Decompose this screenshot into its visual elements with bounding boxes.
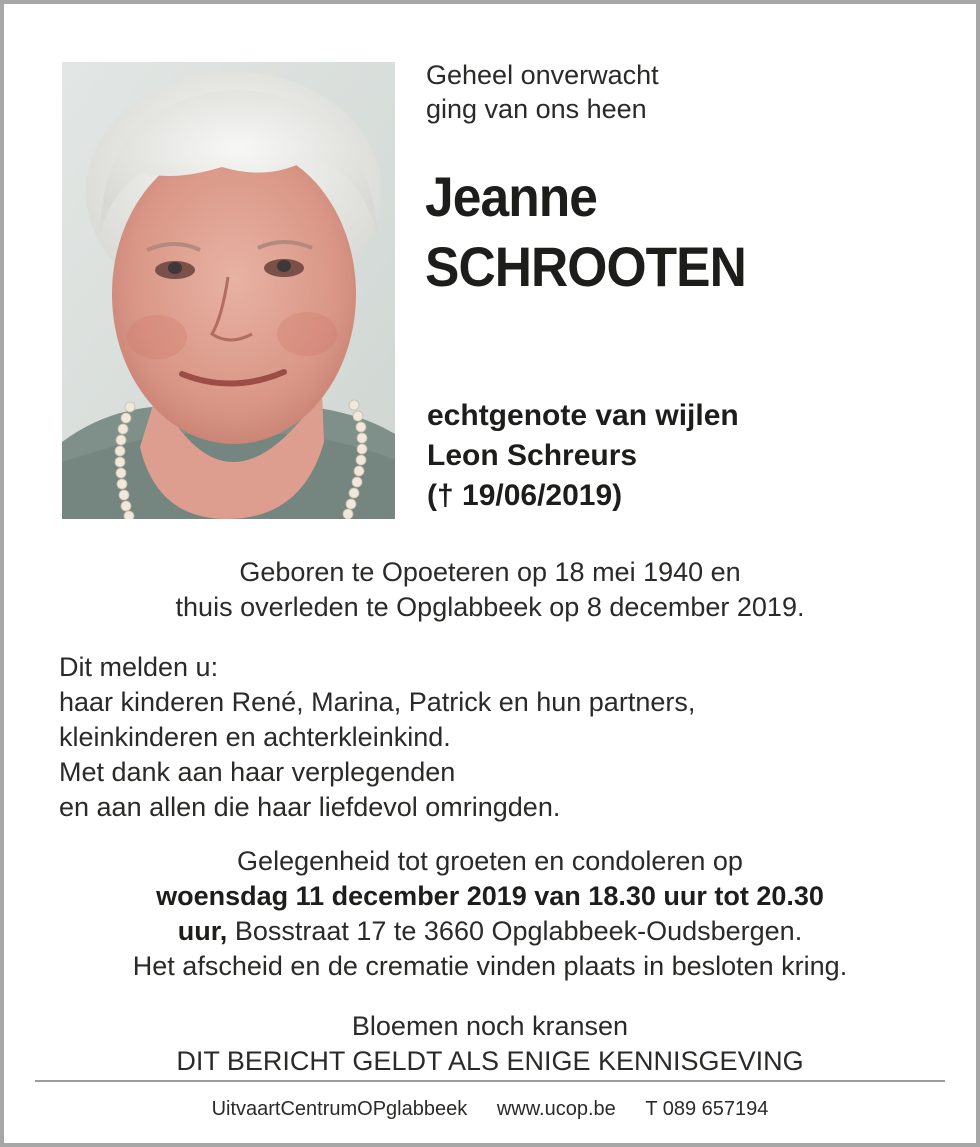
no-flowers-line: Bloemen noch kransen [351, 1011, 629, 1041]
condolences-line-3 [4, 914, 976, 949]
deceased-name [425, 162, 746, 302]
footer-website[interactable]: www.ucop.be [496, 1098, 616, 1120]
condolences-line-1: Gelegenheid tot groeten en condoleren op [237, 846, 743, 876]
notice-line: DIT BERICHT GELDT ALS ENIGE KENNISGEVING [176, 1046, 804, 1076]
death-line: thuis overleden te Opglabbeek op 8 december 2019. [175, 592, 805, 622]
condolences-time-end: uur, [177, 916, 228, 946]
announcers-line-2: haar kinderen René, Marina, Patrick en hun partners, [59, 687, 696, 717]
spouse-line-2: Leon Schreurs [427, 439, 638, 472]
spouse-line-3: († 19/06/2019) [427, 479, 623, 512]
announcers-line-5: en aan allen die haar liefdevol omringden. [59, 792, 561, 822]
birth-death-text [4, 555, 976, 625]
footer [4, 1096, 976, 1122]
announcers-line-3: kleinkinderen en achterkleinkind. [59, 722, 451, 752]
portrait-photo [62, 62, 395, 519]
announcers-line-4: Met dank aan haar verplegenden [59, 757, 456, 787]
footer-divider [35, 1080, 945, 1082]
footer-company: UitvaartCentrumOPglabbeek [211, 1098, 468, 1120]
condolences-line-4: Het afscheid en de crematie vinden plaats in besloten kring. [132, 951, 848, 981]
footer-phone: T 089 657194 [645, 1098, 769, 1120]
condolences-address: Bosstraat 17 te 3660 Opglabbeek-Oudsbergen. [227, 916, 803, 946]
announcers-text [59, 650, 695, 825]
announcers-line-1: Dit melden u: [59, 652, 219, 682]
birth-line: Geboren te Opoeteren op 18 mei 1940 en [239, 557, 741, 587]
intro-text [426, 58, 659, 126]
intro-line-1: Geheel onverwacht [426, 60, 659, 90]
first-name: Jeanne [425, 165, 598, 228]
intro-line-2: ging van ons heen [426, 94, 647, 124]
spouse-line-1: echtgenote van wijlen [427, 399, 739, 432]
condolences-text [4, 844, 976, 984]
closing-text [4, 1009, 976, 1079]
condolences-date-time: woensdag 11 december 2019 van 18.30 uur tot 20.30 [156, 881, 824, 911]
portrait-illustration [62, 62, 395, 519]
last-name: SCHROOTEN [425, 235, 746, 298]
condolences-line-2 [4, 879, 976, 914]
spouse-info [427, 396, 739, 516]
